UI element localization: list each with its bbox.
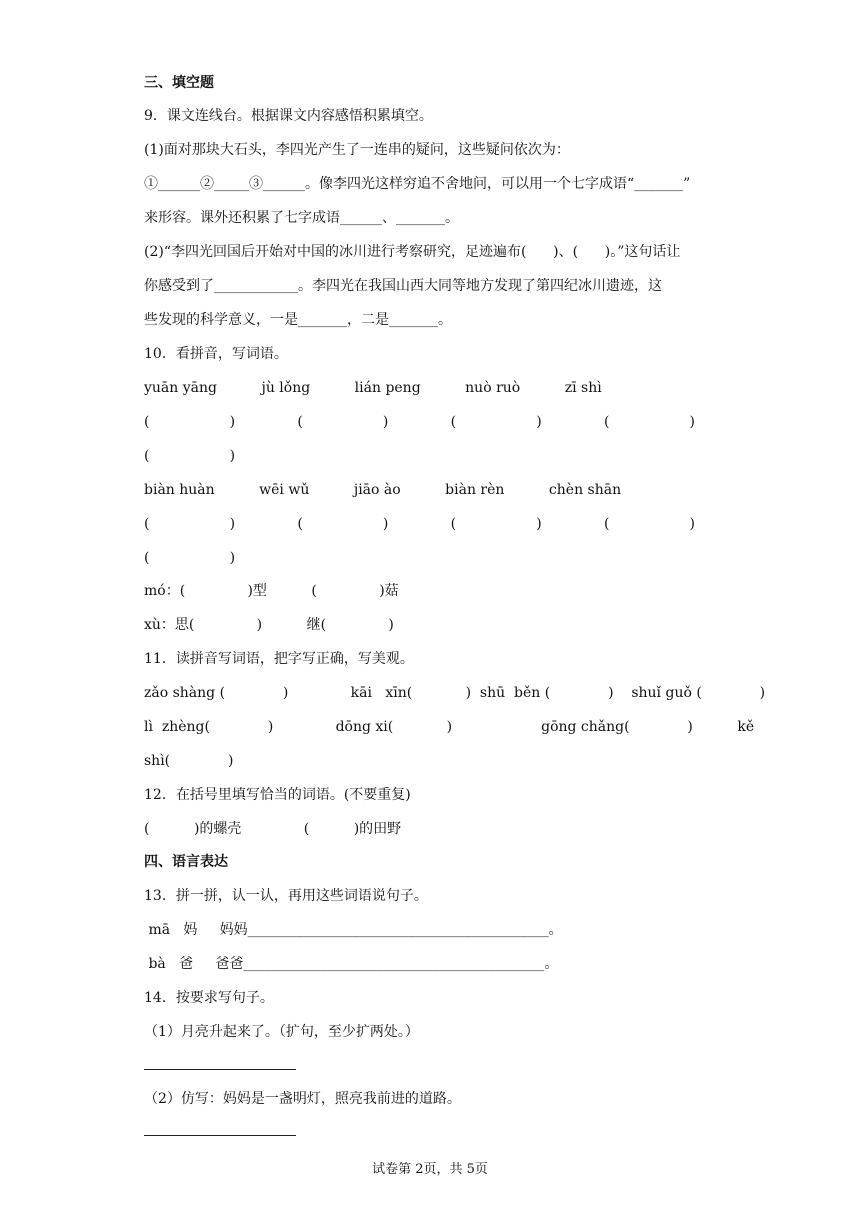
q11-line3: shì( ): [144, 753, 234, 769]
q14-answer-line-2: [144, 1135, 296, 1136]
q9-part2-line3: 些发现的科学意义，一是_______，二是_______。: [144, 312, 452, 328]
page-footer: 试卷第 2页，共 5页: [372, 1162, 488, 1177]
q13-stem: 13．拼一拼，认一认，再用这些词语说句子。: [144, 888, 428, 904]
q14-item1: （1）月亮升起来了。（扩句，至少扩两处。）: [144, 1024, 419, 1040]
q9-part1-line1: (1)面对那块大石头，李四光产生了一连串的疑问，这些疑问依次为：: [144, 142, 570, 158]
q10-row2-brackets: ( ) ( ) ( ) ( ): [144, 516, 696, 532]
q12-stem: 12．在括号里填写恰当的词语。(不要重复): [144, 787, 411, 803]
q10-row2-last-bracket: ( ): [144, 550, 236, 566]
section-heading-language-expression: 四、语言表达: [144, 854, 228, 870]
q9-part1-line2: ①______②_____③______。像李四光这样穷追不舍地问，可以用一个七字成语“_______”: [144, 176, 691, 192]
q9-stem: 9．课文连线台。根据课文内容感悟积累填空。: [144, 108, 433, 124]
q13-line1: mā 妈 妈妈___________________________________________。: [144, 922, 563, 938]
q10-row1-pinyin: yuān yāng jù lǒng lián peng nuò ruò zī shì: [144, 380, 602, 396]
q10-mo-line: mó：( )型 ( )菇: [144, 583, 399, 599]
q9-part2-line1: (2)“李四光回国后开始对中国的冰川进行考察研究，足迹遍布( )、( )。”这句话让: [144, 244, 681, 260]
section-heading-fill-blank: 三、填空题: [144, 75, 214, 91]
q10-row1-last-bracket: ( ): [144, 448, 236, 464]
q14-stem: 14．按要求写句子。: [144, 990, 274, 1006]
q13-line2: bà 爸 爸爸___________________________________________。: [144, 956, 559, 972]
q10-row1-brackets: ( ) ( ) ( ) ( ): [144, 414, 696, 430]
q14-answer-line-1: [144, 1069, 296, 1070]
q10-stem: 10．看拼音，写词语。: [144, 346, 288, 362]
q10-xu-line: xù：思( ) 继( ): [144, 617, 394, 633]
q12-line: ( )的螺壳 ( )的田野: [144, 821, 402, 837]
q11-stem: 11．读拼音写词语，把字写正确，写美观。: [144, 651, 414, 667]
q11-line1: zǎo shàng ( ) kāi xīn( ) shū běn ( ) shuǐ guǒ ( ): [144, 685, 766, 701]
q10-row2-pinyin: biàn huàn wēi wǔ jiāo ào biàn rèn chèn shān: [144, 482, 622, 498]
q9-part1-line3: 来形容。课外还积累了七字成语______、_______。: [144, 210, 459, 226]
q14-item2: （2）仿写：妈妈是一盏明灯，照亮我前进的道路。: [144, 1091, 461, 1107]
q11-line2: lì zhèng( ) dōng xi( ) gōng chǎng( ) kě: [144, 719, 755, 735]
q9-part2-line2: 你感受到了____________。李四光在我国山西大同等地方发现了第四纪冰川遗迹，这: [144, 278, 662, 294]
